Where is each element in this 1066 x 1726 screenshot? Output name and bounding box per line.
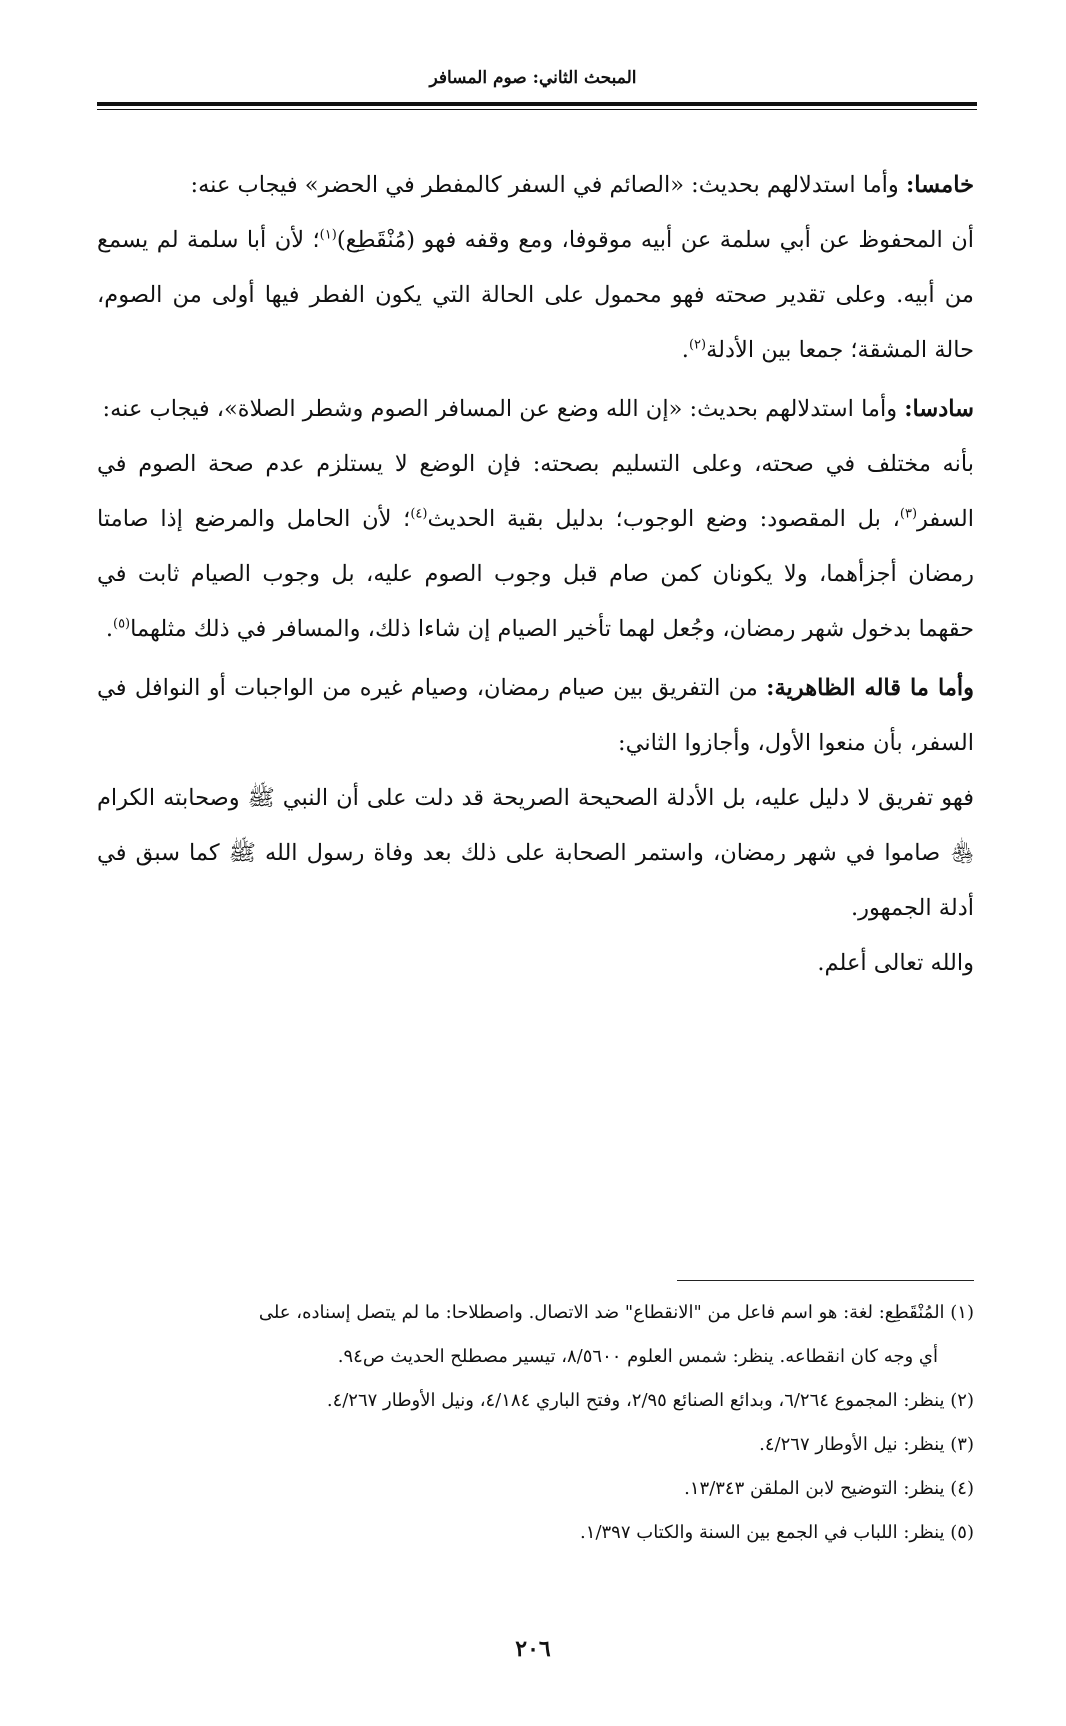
- paragraph-sixth-argument: [97, 382, 974, 657]
- paragraph-lead: سادسا:: [904, 396, 974, 422]
- footnote-4: (٤) ينظر: التوضيح لابن الملقن ١٣/٣٤٣.: [684, 1478, 974, 1499]
- paragraph-fifth-argument: [97, 158, 974, 378]
- footnote-ref: (١): [319, 227, 337, 243]
- header-rule-thick: [97, 102, 977, 106]
- footnote-ref: (٥): [112, 616, 131, 632]
- paragraph-text: ؛ لأن أبا سلمة لم يسمع من أبيه. وعلى تقدير صحته فهو محمول على الحالة التي يكون الفطر فيها أولى من الصوم، حالة المشقة؛ جمعا بين الأدلة: [97, 227, 974, 363]
- running-header: المبحث الثاني: صوم المسافر: [429, 68, 637, 88]
- paragraph-lead: وأما ما قاله الظاهرية:: [766, 675, 974, 701]
- paragraph-text: بأنه مختلف في صحته، وعلى التسليم بصحته: فإن الوضع لا يستلزم عدم صحة الصوم في السفر: [97, 451, 974, 532]
- paragraph-text: ؛ لأن الحامل والمرضع إذا صامتا رمضان أجزأهما، ولا يكونان كمن صام قبل وجوب الصوم عليه، بل وجوب الصيام ثابت في حقهما بدخول شهر رمضان، وجُعل لهما تأخير الصيام إن شاءا ذلك، والمسافر في ذلك مثلهما: [97, 506, 974, 642]
- paragraph-text: .: [105, 616, 113, 642]
- paragraph-zahiriya: [97, 661, 974, 771]
- paragraph-response: فهو تفريق لا دليل عليه، بل الأدلة الصحيحة الصريحة قد دلت على أن النبي ﷺ وصحابته الكرام ﵃ صاموا في شهر رمضان، واستمر الصحابة على ذلك بعد وفاة رسول الله ﷺ كما سبق في أدلة الجمهور.: [97, 785, 974, 921]
- footnote-text: أي وجه كان انقطاعه. ينظر: شمس العلوم ٨/٥٦٠٠، تيسير مصطلح الحديث ص٩٤.: [337, 1346, 938, 1367]
- paragraph-text: وأما استدلالهم بحديث: «إن الله وضع عن المسافر الصوم وشطر الصلاة»، فيجاب عنه:: [102, 396, 905, 422]
- footnote-1: [97, 1291, 974, 1379]
- footnote-separator: [677, 1280, 974, 1281]
- main-text: [97, 158, 974, 991]
- paragraph-text: من التفريق بين صيام رمضان، وصيام غيره من الواجبات أو النوافل في السفر، بأن منعوا الأول، وأجازوا الثاني:: [97, 675, 974, 756]
- paragraph-text: وأما استدلالهم بحديث: «الصائم في السفر كالمفطر في الحضر» فيجاب عنه:: [190, 172, 906, 198]
- paragraph-lead: خامسا:: [905, 172, 974, 198]
- footnote-text: (١) المُنْقَطِع: لغة: هو اسم فاعل من "الانقطاع" ضد الاتصال. واصطلاحا: ما لم يتصل إسناده، على: [258, 1302, 974, 1323]
- paragraph-text: .: [681, 337, 689, 363]
- footnote-ref: (٢): [688, 337, 707, 353]
- footnote-2: (٢) ينظر: المجموع ٦/٢٦٤، وبدائع الصنائع ٢/٩٥، وفتح الباري ٤/١٨٤، ونيل الأوطار ٤/٢٦٧.: [326, 1390, 974, 1411]
- page-number: ٢٠٦: [515, 1636, 551, 1662]
- footnote-5: (٥) ينظر: اللباب في الجمع بين السنة والكتاب ١/٣٩٧.: [580, 1522, 974, 1543]
- header-rule-thin: [97, 109, 977, 110]
- paragraph-text: ، بل المقصود: وضع الوجوب؛ بدليل بقية الحديث: [427, 506, 900, 532]
- paragraph-text: أن المحفوظ عن أبي سلمة عن أبيه موقوفا، ومع وقفه فهو (مُنْقَطِع): [336, 227, 975, 253]
- footnote-3: (٣) ينظر: نيل الأوطار ٤/٢٦٧.: [759, 1434, 974, 1455]
- footnotes: [97, 1291, 974, 1555]
- paragraph-closing: والله تعالى أعلم.: [817, 950, 974, 976]
- footnote-ref: (٤): [410, 506, 428, 522]
- footnote-ref: (٣): [899, 506, 918, 522]
